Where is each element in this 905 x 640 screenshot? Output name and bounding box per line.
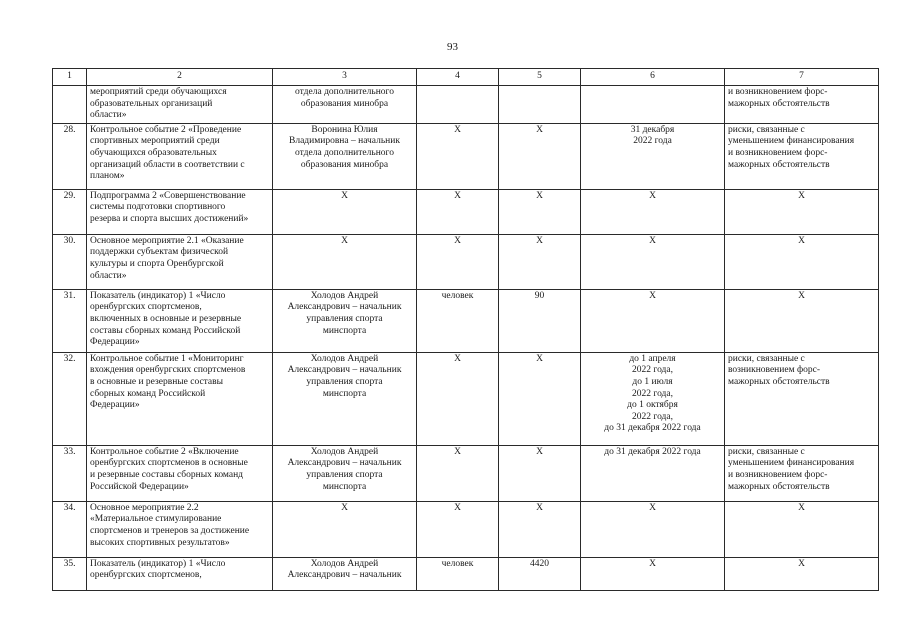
value-cell: Х (499, 501, 581, 557)
row-number-cell: 30. (53, 234, 87, 289)
event-name-cell: Показатель (индикатор) 1 «Число оренбургских спортсменов, (87, 557, 273, 590)
event-name-cell: Контрольное событие 2 «Включение оренбургских спортсменов в основные и резервные составы сборных команд Российской Федерации» (87, 445, 273, 501)
header-row (53, 69, 879, 86)
row-number-cell: 32. (53, 352, 87, 445)
responsible-cell: Холодов Андрей Александрович – начальник управления спорта минспорта (273, 445, 417, 501)
unit-cell: Х (417, 445, 499, 501)
value-cell: 90 (499, 289, 581, 352)
responsible-cell: Х (273, 189, 417, 234)
responsible-cell: Х (273, 501, 417, 557)
deadline-cell: Х (581, 501, 725, 557)
risks-cell: Х (725, 289, 879, 352)
unit-cell: человек (417, 289, 499, 352)
event-name-cell: Показатель (индикатор) 1 «Число оренбургских спортсменов, включенных в основные и резервные составы сборных команд Российской Федерации» (87, 289, 273, 352)
row-number-cell: 35. (53, 557, 87, 590)
value-cell: 4420 (499, 557, 581, 590)
value-cell (499, 86, 581, 124)
risks-cell: риски, связанные с возникновением форс- мажорных обстоятельств (725, 352, 879, 445)
column-header-3: 3 (273, 69, 417, 86)
responsible-cell: Холодов Андрей Александрович – начальник (273, 557, 417, 590)
event-name-cell: Контрольное событие 2 «Проведение спортивных мероприятий среди обучающихся образовательных организаций области в соответствии с планом» (87, 123, 273, 189)
risks-cell: и возникновением форс- мажорных обстоятельств (725, 86, 879, 124)
value-cell: Х (499, 445, 581, 501)
event-name-cell: Контрольное событие 1 «Мониторинг вхождения оренбургских спортсменов в основные и резервные составы сборных команд Российской Федерации» (87, 352, 273, 445)
deadline-cell (581, 86, 725, 124)
unit-cell: Х (417, 501, 499, 557)
table-row-continuation (53, 86, 879, 124)
event-name-cell: Подпрограмма 2 «Совершенствование системы подготовки спортивного резерва и спорта высших достижений» (87, 189, 273, 234)
responsible-cell: Холодов Андрей Александрович – начальник управления спорта минспорта (273, 352, 417, 445)
column-header-1: 1 (53, 69, 87, 86)
row-number-cell: 28. (53, 123, 87, 189)
event-name-cell: Основное мероприятие 2.1 «Оказание поддержки субъектам физической культуры и спорта Оренбургской области» (87, 234, 273, 289)
unit-cell: Х (417, 352, 499, 445)
table-row (53, 445, 879, 501)
table-row (53, 123, 879, 189)
column-header-4: 4 (417, 69, 499, 86)
row-number-cell: 29. (53, 189, 87, 234)
column-header-5: 5 (499, 69, 581, 86)
deadline-cell: Х (581, 557, 725, 590)
unit-cell: Х (417, 234, 499, 289)
value-cell: Х (499, 189, 581, 234)
risks-cell: риски, связанные с уменьшением финансирования и возникновением форс- мажорных обстоятельств (725, 445, 879, 501)
table-row (53, 189, 879, 234)
column-header-7: 7 (725, 69, 879, 86)
unit-cell: человек (417, 557, 499, 590)
unit-cell: Х (417, 123, 499, 189)
table-row (53, 501, 879, 557)
risks-cell: Х (725, 189, 879, 234)
responsible-cell: отдела дополнительного образования минобра (273, 86, 417, 124)
table-row (53, 557, 879, 590)
unit-cell (417, 86, 499, 124)
row-number-cell: 34. (53, 501, 87, 557)
deadline-cell: 31 декабря 2022 года (581, 123, 725, 189)
value-cell: Х (499, 352, 581, 445)
deadline-cell: Х (581, 189, 725, 234)
event-name-cell: Основное мероприятие 2.2 «Материальное стимулирование спортсменов и тренеров за достижение высоких спортивных результатов» (87, 501, 273, 557)
value-cell: Х (499, 234, 581, 289)
table-row (53, 352, 879, 445)
column-header-2: 2 (87, 69, 273, 86)
responsible-cell: Х (273, 234, 417, 289)
deadline-cell: до 31 декабря 2022 года (581, 445, 725, 501)
risks-cell: Х (725, 557, 879, 590)
page-number: 93 (447, 41, 458, 53)
risks-cell: риски, связанные с уменьшением финансирования и возникновением форс- мажорных обстоятельств (725, 123, 879, 189)
row-number-cell: 33. (53, 445, 87, 501)
row-number-cell: 31. (53, 289, 87, 352)
plan-table (52, 68, 879, 591)
unit-cell: Х (417, 189, 499, 234)
table-row (53, 234, 879, 289)
deadline-cell: Х (581, 289, 725, 352)
risks-cell: Х (725, 234, 879, 289)
responsible-cell: Холодов Андрей Александрович – начальник управления спорта минспорта (273, 289, 417, 352)
value-cell: Х (499, 123, 581, 189)
table-row (53, 289, 879, 352)
column-header-6: 6 (581, 69, 725, 86)
deadline-cell: Х (581, 234, 725, 289)
deadline-cell: до 1 апреля 2022 года, до 1 июля 2022 года, до 1 октября 2022 года, до 31 декабря 2022 года (581, 352, 725, 445)
row-number-cell (53, 86, 87, 124)
event-name-cell: мероприятий среди обучающихся образовательных организаций области» (87, 86, 273, 124)
risks-cell: Х (725, 501, 879, 557)
responsible-cell: Воронина Юлия Владимировна – начальник отдела дополнительного образования минобра (273, 123, 417, 189)
